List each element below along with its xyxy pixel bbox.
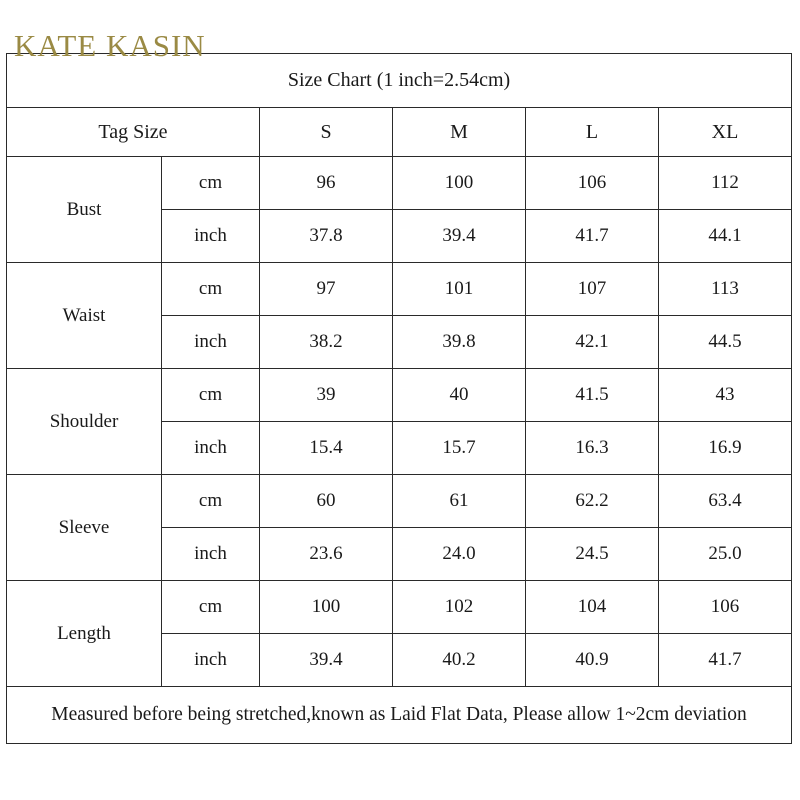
table-cell: 44.1 [659,210,792,263]
header-row [7,108,792,157]
table-cell: 113 [659,263,792,316]
unit-label: inch [162,528,260,581]
tag-size-label: Tag Size [7,108,260,157]
unit-label: cm [162,263,260,316]
table-cell: 101 [393,263,526,316]
size-header-xl: XL [659,108,792,157]
table-row-shoulder-cm [7,369,792,422]
table-cell: 60 [260,475,393,528]
table-cell: 40.2 [393,634,526,687]
table-cell: 38.2 [260,316,393,369]
size-header-l: L [526,108,659,157]
measure-label-shoulder: Shoulder [7,369,162,475]
table-cell: 16.9 [659,422,792,475]
table-row-sleeve-cm [7,475,792,528]
unit-label: inch [162,316,260,369]
measure-label-waist: Waist [7,263,162,369]
brand-logo: KATE KASIN [14,28,206,63]
table-cell: 41.7 [526,210,659,263]
unit-label: inch [162,422,260,475]
table-cell: 15.7 [393,422,526,475]
table-cell: 16.3 [526,422,659,475]
table-cell: 41.5 [526,369,659,422]
table-cell: 44.5 [659,316,792,369]
table-row-waist-cm [7,263,792,316]
table-cell: 25.0 [659,528,792,581]
measure-label-sleeve: Sleeve [7,475,162,581]
table-cell: 24.0 [393,528,526,581]
table-row-length-cm [7,581,792,634]
table-cell: 42.1 [526,316,659,369]
table-cell: 37.8 [260,210,393,263]
table-cell: 106 [526,157,659,210]
table-cell: 23.6 [260,528,393,581]
table-cell: 97 [260,263,393,316]
measure-label-bust: Bust [7,157,162,263]
table-cell: 39.4 [260,634,393,687]
table-cell: 40.9 [526,634,659,687]
table-cell: 43 [659,369,792,422]
table-cell: 106 [659,581,792,634]
table-cell: 104 [526,581,659,634]
table-cell: 61 [393,475,526,528]
table-cell: 39 [260,369,393,422]
chart-title: Size Chart (1 inch=2.54cm) [7,54,792,108]
table-cell: 63.4 [659,475,792,528]
table-cell: 112 [659,157,792,210]
unit-label: cm [162,157,260,210]
unit-label: cm [162,581,260,634]
table-cell: 100 [260,581,393,634]
size-chart-table [6,53,792,744]
table-cell: 102 [393,581,526,634]
note-row [7,687,792,744]
table-cell: 24.5 [526,528,659,581]
table-cell: 107 [526,263,659,316]
unit-label: cm [162,475,260,528]
table-cell: 62.2 [526,475,659,528]
table-cell: 39.8 [393,316,526,369]
size-header-m: M [393,108,526,157]
measure-label-length: Length [7,581,162,687]
size-header-s: S [260,108,393,157]
measurement-note: Measured before being stretched,known as Laid Flat Data, Please allow 1~2cm deviation [7,687,792,744]
unit-label: inch [162,634,260,687]
table-cell: 41.7 [659,634,792,687]
unit-label: cm [162,369,260,422]
table-cell: 100 [393,157,526,210]
table-cell: 96 [260,157,393,210]
table-cell: 15.4 [260,422,393,475]
unit-label: inch [162,210,260,263]
table-cell: 40 [393,369,526,422]
table-row-bust-cm [7,157,792,210]
table-cell: 39.4 [393,210,526,263]
